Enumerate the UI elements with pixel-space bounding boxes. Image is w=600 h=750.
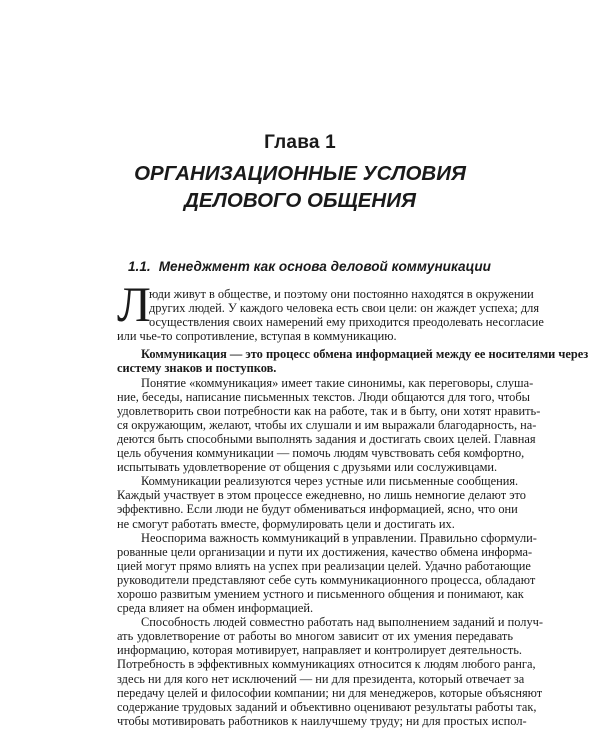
text-line: здесь ни для кого нет исключений — ни для президента, который отвечает за xyxy=(117,671,525,686)
drop-cap-letter: Л xyxy=(117,276,151,332)
text-line: хорошо развитым умением устного и письменного общения и понимают, как xyxy=(117,586,524,601)
text-line: удовлетворить свои потребности как на работе, так и в быту, они хотят нравить- xyxy=(117,403,541,418)
paragraph xyxy=(117,615,543,728)
text-line: других людей. У каждого человека есть свои цели: он жаждет успеха; для xyxy=(149,301,540,316)
chapter-title xyxy=(0,160,600,214)
text-line: систему знаков и поступков. xyxy=(117,361,277,376)
section-heading xyxy=(128,259,491,274)
paragraph xyxy=(117,375,541,475)
text-line: или чье-то сопротивление, вступая в коммуникацию. xyxy=(117,329,397,344)
text-line: передачу целей и философии компании; ни для менеджеров, которые объясняют xyxy=(117,685,543,700)
text-line: Потребность в эффективных коммуникациях относится к людям любого ранга, xyxy=(117,657,536,672)
text-line: юди живут в обществе, и поэтому они постоянно находятся в окружении xyxy=(149,287,534,301)
paragraph xyxy=(117,530,537,616)
definition-paragraph xyxy=(117,347,589,376)
text-line: цией могут прямо влиять на успех при реализации целей. Удачно работающие xyxy=(117,558,531,573)
text-line: среда влияет на обмен информацией. xyxy=(117,601,314,616)
chapter-title-line-2: ДЕЛОВОГО ОБЩЕНИЯ xyxy=(184,189,416,212)
text-line: рованные цели организации и пути их достижения, качество обмена информа- xyxy=(117,544,533,559)
text-line: испытывать удовлетворение от общения с друзьями или сослуживцами. xyxy=(117,460,498,475)
body-text xyxy=(117,276,589,728)
text-line: эффективно. Если люди не будут обмениваться информацией, ясно, что они xyxy=(117,502,518,517)
text-line: ать удовлетворение от работы во многом зависит от их умения передавать xyxy=(117,629,513,644)
text-line: ние, беседы, написание письменных текстов. Люди общаются для того, чтобы xyxy=(117,389,530,404)
section-title: Менеджмент как основа деловой коммуникации xyxy=(158,259,491,274)
text-line: Неоспорима важность коммуникаций в управлении. Правильно сформули- xyxy=(141,530,537,545)
text-line: Способность людей совместно работать над выполнением заданий и получ- xyxy=(141,615,543,630)
text-line: Каждый участвует в этом процессе ежедневно, но лишь немногие делают это xyxy=(117,488,526,503)
paragraph xyxy=(117,474,526,531)
text-line: руководители представляют себе суть коммуникационного процесса, обладают xyxy=(117,572,536,587)
text-line: содержание трудовых заданий и объективно оценивают результаты работы так, xyxy=(117,699,537,714)
text-line: деются быть способными выполнять задания и достигать своих целей. Главная xyxy=(117,431,536,446)
text-line: Коммуникации реализуются через устные или письменные сообщения. xyxy=(141,474,519,489)
section-number: 1.1. xyxy=(128,259,151,274)
text-line: Коммуникация — это процесс обмена информацией между ее носителями через xyxy=(141,347,589,362)
text-line: информацию, которая мотивирует, направляет и контролирует деятельность. xyxy=(117,643,523,658)
text-line: ся окружающим, желают, чтобы их слушали и им выражали благодарность, на- xyxy=(117,417,537,432)
opening-paragraph xyxy=(117,276,544,344)
chapter-label: Глава 1 xyxy=(264,132,336,153)
chapter-title-line-1: ОРГАНИЗАЦИОННЫЕ УСЛОВИЯ xyxy=(134,162,466,185)
text-line: Понятие «коммуникация» имеет такие синонимы, как переговоры, слуша- xyxy=(141,375,534,390)
text-line: не смогут работать вместе, формулировать цели и достигать их. xyxy=(117,516,455,531)
text-line: осуществления своих намерений ему приходится преодолевать несогласие xyxy=(149,315,544,330)
text-line: чтобы мотивировать работников к наилучшему труду; ни для простых испол- xyxy=(117,713,527,728)
text-line: цель обучения коммуникации — помочь людям чувствовать себя комфортно, xyxy=(117,446,525,461)
